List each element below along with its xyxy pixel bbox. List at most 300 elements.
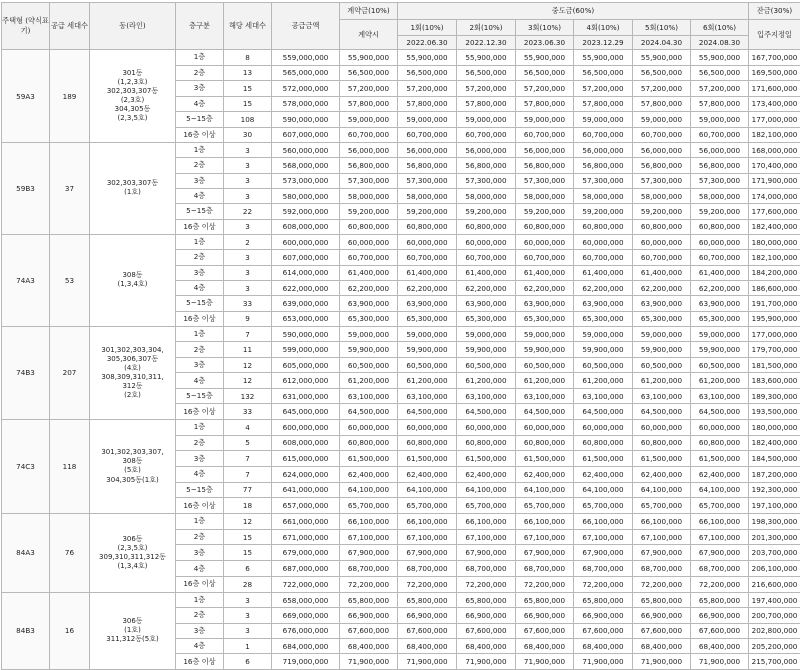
building-line-text: (1,3,4호) [90, 280, 175, 289]
cell-supply-price: 684,000,000 [272, 639, 340, 654]
cell-balance: 177,000,000 [749, 112, 800, 128]
cell-floor: 2층 [176, 435, 224, 451]
cell-installment: 63,900,000 [633, 296, 691, 311]
cell-supply-price: 568,000,000 [272, 158, 340, 173]
cell-installment: 59,900,000 [691, 342, 749, 358]
cell-installment: 65,300,000 [633, 311, 691, 326]
cell-installment: 55,900,000 [691, 50, 749, 66]
cell-installment: 66,100,000 [633, 513, 691, 529]
cell-unit-count: 4 [224, 419, 272, 435]
cell-installment: 55,900,000 [516, 50, 574, 66]
cell-installment: 56,500,000 [574, 65, 633, 81]
cell-installment: 59,200,000 [457, 204, 516, 219]
cell-installment: 65,800,000 [633, 592, 691, 607]
cell-building-lines [90, 234, 176, 326]
building-line-text: (1호) [90, 626, 175, 635]
cell-installment: 67,900,000 [691, 545, 749, 561]
cell-installment: 68,400,000 [457, 639, 516, 654]
cell-deposit: 57,300,000 [340, 173, 398, 188]
cell-type: 84B3 [2, 592, 50, 669]
cell-installment: 62,400,000 [574, 466, 633, 482]
cell-balance: 180,000,000 [749, 419, 800, 435]
cell-deposit: 60,800,000 [340, 435, 398, 451]
cell-supply-price: 671,000,000 [272, 529, 340, 545]
cell-installment: 59,000,000 [516, 112, 574, 128]
table-row [2, 592, 800, 607]
cell-supply-price: 687,000,000 [272, 561, 340, 577]
cell-installment: 62,200,000 [574, 280, 633, 295]
cell-installment: 65,300,000 [516, 311, 574, 326]
cell-floor: 5~15층 [176, 204, 224, 219]
cell-balance: 183,600,000 [749, 373, 800, 389]
cell-balance: 205,200,000 [749, 639, 800, 654]
cell-deposit: 64,500,000 [340, 404, 398, 420]
building-line-text: (1호) [90, 188, 175, 197]
cell-deposit: 59,000,000 [340, 112, 398, 128]
cell-installment: 57,800,000 [633, 96, 691, 112]
cell-installment: 60,000,000 [516, 234, 574, 249]
cell-installment: 61,200,000 [691, 373, 749, 389]
cell-balance: 203,700,000 [749, 545, 800, 561]
cell-installment: 57,800,000 [516, 96, 574, 112]
cell-supply-price: 641,000,000 [272, 482, 340, 498]
cell-deposit: 60,000,000 [340, 234, 398, 249]
cell-floor: 5~15층 [176, 482, 224, 498]
cell-supply-price: 573,000,000 [272, 173, 340, 188]
cell-floor: 2층 [176, 342, 224, 358]
cell-floor: 4층 [176, 373, 224, 389]
cell-installment: 56,800,000 [457, 158, 516, 173]
cell-deposit: 56,500,000 [340, 65, 398, 81]
cell-building-lines [90, 419, 176, 513]
cell-installment: 65,700,000 [574, 498, 633, 514]
cell-installment: 66,100,000 [516, 513, 574, 529]
header-installment-date: 2022.06.30 [398, 36, 457, 50]
cell-installment: 63,900,000 [691, 296, 749, 311]
cell-installment: 64,500,000 [574, 404, 633, 420]
cell-installment: 65,800,000 [574, 592, 633, 607]
cell-installment: 71,900,000 [457, 654, 516, 669]
cell-supply-units: 76 [50, 513, 90, 592]
cell-installment: 72,200,000 [691, 577, 749, 593]
cell-supply-units: 37 [50, 143, 90, 235]
cell-installment: 65,300,000 [457, 311, 516, 326]
cell-floor: 3층 [176, 265, 224, 280]
cell-unit-count: 8 [224, 50, 272, 66]
cell-installment: 63,100,000 [516, 388, 574, 404]
header-balance: 잔금(30%) [749, 3, 800, 20]
cell-unit-count: 3 [224, 250, 272, 265]
cell-installment: 67,100,000 [633, 529, 691, 545]
cell-installment: 57,300,000 [574, 173, 633, 188]
cell-installment: 64,500,000 [516, 404, 574, 420]
cell-installment: 59,900,000 [457, 342, 516, 358]
cell-floor: 3층 [176, 81, 224, 97]
building-line-text: (2,3호) [90, 96, 175, 105]
cell-floor: 2층 [176, 250, 224, 265]
cell-installment: 67,600,000 [691, 623, 749, 638]
cell-deposit: 55,900,000 [340, 50, 398, 66]
cell-floor: 16층 이상 [176, 404, 224, 420]
cell-installment: 66,900,000 [516, 608, 574, 623]
cell-installment: 67,900,000 [516, 545, 574, 561]
cell-floor: 16층 이상 [176, 498, 224, 514]
cell-unit-count: 7 [224, 466, 272, 482]
cell-deposit: 66,900,000 [340, 608, 398, 623]
cell-installment: 56,500,000 [516, 65, 574, 81]
cell-installment: 57,200,000 [691, 81, 749, 97]
header-unit-count: 해당 세대수 [224, 3, 272, 50]
cell-installment: 72,200,000 [398, 577, 457, 593]
cell-installment: 71,900,000 [691, 654, 749, 669]
cell-supply-price: 565,000,000 [272, 65, 340, 81]
cell-balance: 200,700,000 [749, 608, 800, 623]
cell-deposit: 62,400,000 [340, 466, 398, 482]
cell-deposit: 59,900,000 [340, 342, 398, 358]
cell-installment: 60,000,000 [633, 234, 691, 249]
cell-installment: 60,800,000 [574, 435, 633, 451]
cell-installment: 60,800,000 [457, 219, 516, 234]
cell-installment: 65,300,000 [398, 311, 457, 326]
cell-supply-price: 600,000,000 [272, 234, 340, 249]
cell-type: 59A3 [2, 50, 50, 143]
cell-installment: 60,500,000 [398, 357, 457, 373]
cell-balance: 192,300,000 [749, 482, 800, 498]
cell-installment: 60,000,000 [574, 419, 633, 435]
building-line-text: 306동 [90, 617, 175, 626]
cell-installment: 59,000,000 [457, 112, 516, 128]
cell-installment: 60,000,000 [457, 234, 516, 249]
cell-deposit: 56,800,000 [340, 158, 398, 173]
cell-installment: 64,500,000 [633, 404, 691, 420]
cell-installment: 56,500,000 [457, 65, 516, 81]
cell-installment: 57,300,000 [633, 173, 691, 188]
cell-balance: 197,100,000 [749, 498, 800, 514]
cell-installment: 67,600,000 [457, 623, 516, 638]
building-line-text: 309,310,311,312동 [90, 553, 175, 562]
cell-building-lines [90, 143, 176, 235]
cell-supply-price: 578,000,000 [272, 96, 340, 112]
cell-installment: 72,200,000 [633, 577, 691, 593]
cell-installment: 71,900,000 [398, 654, 457, 669]
header-balance-timing: 입주지정일 [749, 20, 800, 50]
cell-balance: 177,600,000 [749, 204, 800, 219]
cell-installment: 56,000,000 [398, 143, 457, 158]
cell-deposit: 58,000,000 [340, 188, 398, 203]
cell-installment: 64,100,000 [574, 482, 633, 498]
cell-installment: 65,800,000 [691, 592, 749, 607]
building-line-text: (2,3,5호) [90, 544, 175, 553]
cell-deposit: 66,100,000 [340, 513, 398, 529]
cell-installment: 56,000,000 [691, 143, 749, 158]
cell-installment: 59,000,000 [398, 326, 457, 342]
cell-unit-count: 9 [224, 311, 272, 326]
cell-type: 74A3 [2, 234, 50, 326]
cell-installment: 66,100,000 [398, 513, 457, 529]
cell-installment: 56,000,000 [516, 143, 574, 158]
cell-unit-count: 77 [224, 482, 272, 498]
cell-installment: 56,000,000 [457, 143, 516, 158]
cell-installment: 57,200,000 [633, 81, 691, 97]
cell-balance: 184,500,000 [749, 451, 800, 467]
cell-deposit: 68,700,000 [340, 561, 398, 577]
cell-supply-price: 631,000,000 [272, 388, 340, 404]
cell-installment: 61,200,000 [516, 373, 574, 389]
cell-installment: 64,100,000 [398, 482, 457, 498]
cell-installment: 57,300,000 [398, 173, 457, 188]
cell-supply-price: 612,000,000 [272, 373, 340, 389]
table-row [2, 419, 800, 435]
cell-balance: 171,600,000 [749, 81, 800, 97]
cell-installment: 60,500,000 [574, 357, 633, 373]
cell-installment: 57,200,000 [398, 81, 457, 97]
header-deposit: 계약금(10%) [340, 3, 398, 20]
cell-balance: 206,100,000 [749, 561, 800, 577]
cell-balance: 182,400,000 [749, 435, 800, 451]
header-installment-date: 2022.12.30 [457, 36, 516, 50]
cell-deposit: 56,000,000 [340, 143, 398, 158]
cell-unit-count: 15 [224, 81, 272, 97]
cell-unit-count: 33 [224, 404, 272, 420]
cell-balance: 191,700,000 [749, 296, 800, 311]
cell-installment: 63,100,000 [691, 388, 749, 404]
cell-supply-price: 624,000,000 [272, 466, 340, 482]
cell-balance: 182,400,000 [749, 219, 800, 234]
cell-installment: 65,700,000 [516, 498, 574, 514]
cell-unit-count: 2 [224, 234, 272, 249]
cell-installment: 65,700,000 [633, 498, 691, 514]
cell-floor: 3층 [176, 357, 224, 373]
cell-installment: 68,700,000 [516, 561, 574, 577]
cell-installment: 60,800,000 [691, 219, 749, 234]
cell-installment: 64,500,000 [691, 404, 749, 420]
table-row [2, 326, 800, 342]
cell-installment: 60,700,000 [516, 127, 574, 143]
cell-installment: 60,000,000 [398, 234, 457, 249]
cell-installment: 61,400,000 [633, 265, 691, 280]
cell-installment: 62,400,000 [457, 466, 516, 482]
cell-installment: 61,400,000 [398, 265, 457, 280]
cell-balance: 187,200,000 [749, 466, 800, 482]
cell-balance: 169,500,000 [749, 65, 800, 81]
cell-supply-price: 661,000,000 [272, 513, 340, 529]
cell-installment: 60,700,000 [457, 250, 516, 265]
table-body [2, 50, 800, 670]
cell-balance: 186,600,000 [749, 280, 800, 295]
cell-supply-units: 53 [50, 234, 90, 326]
cell-installment: 56,800,000 [691, 158, 749, 173]
cell-installment: 61,400,000 [516, 265, 574, 280]
header-installment-label: 5회(10%) [633, 20, 691, 36]
cell-balance: 170,400,000 [749, 158, 800, 173]
cell-unit-count: 3 [224, 623, 272, 638]
cell-installment: 64,100,000 [633, 482, 691, 498]
cell-installment: 56,500,000 [691, 65, 749, 81]
cell-supply-price: 600,000,000 [272, 419, 340, 435]
cell-supply-price: 605,000,000 [272, 357, 340, 373]
cell-unit-count: 132 [224, 388, 272, 404]
cell-installment: 67,100,000 [574, 529, 633, 545]
cell-installment: 62,200,000 [516, 280, 574, 295]
cell-building-lines [90, 326, 176, 419]
header-middle-payment: 중도금(60%) [398, 3, 749, 20]
cell-building-lines [90, 50, 176, 143]
cell-installment: 56,800,000 [516, 158, 574, 173]
cell-installment: 71,900,000 [574, 654, 633, 669]
cell-floor: 5~15층 [176, 296, 224, 311]
cell-installment: 60,000,000 [691, 234, 749, 249]
cell-floor: 1층 [176, 419, 224, 435]
building-line-text: 301,302,303,307, [90, 448, 175, 457]
cell-supply-units: 189 [50, 50, 90, 143]
cell-installment: 59,000,000 [691, 326, 749, 342]
cell-deposit: 64,100,000 [340, 482, 398, 498]
cell-installment: 62,200,000 [457, 280, 516, 295]
cell-supply-price: 607,000,000 [272, 250, 340, 265]
cell-installment: 65,700,000 [457, 498, 516, 514]
cell-installment: 60,000,000 [574, 234, 633, 249]
cell-installment: 59,200,000 [574, 204, 633, 219]
cell-installment: 63,900,000 [516, 296, 574, 311]
cell-installment: 60,500,000 [516, 357, 574, 373]
cell-floor: 2층 [176, 608, 224, 623]
cell-installment: 59,900,000 [633, 342, 691, 358]
cell-installment: 61,500,000 [691, 451, 749, 467]
cell-installment: 57,300,000 [516, 173, 574, 188]
building-line-text: 301,302,303,304, [90, 346, 175, 355]
cell-installment: 57,300,000 [691, 173, 749, 188]
cell-deposit: 63,900,000 [340, 296, 398, 311]
cell-installment: 72,200,000 [457, 577, 516, 593]
cell-installment: 62,200,000 [633, 280, 691, 295]
cell-unit-count: 3 [224, 265, 272, 280]
cell-deposit: 67,900,000 [340, 545, 398, 561]
cell-installment: 66,100,000 [457, 513, 516, 529]
cell-supply-price: 653,000,000 [272, 311, 340, 326]
cell-type: 74B3 [2, 326, 50, 419]
cell-installment: 60,000,000 [633, 419, 691, 435]
cell-installment: 63,900,000 [574, 296, 633, 311]
cell-installment: 67,100,000 [691, 529, 749, 545]
building-line-text: 304,305동(1호) [90, 476, 175, 485]
cell-installment: 66,900,000 [398, 608, 457, 623]
cell-supply-price: 615,000,000 [272, 451, 340, 467]
cell-installment: 60,700,000 [633, 250, 691, 265]
table-row [2, 513, 800, 529]
cell-supply-price: 679,000,000 [272, 545, 340, 561]
cell-installment: 63,100,000 [398, 388, 457, 404]
cell-balance: 179,700,000 [749, 342, 800, 358]
cell-floor: 5~15층 [176, 388, 224, 404]
cell-floor: 4층 [176, 561, 224, 577]
cell-unit-count: 22 [224, 204, 272, 219]
price-schedule-table [1, 2, 800, 670]
cell-balance: 215,700,000 [749, 654, 800, 669]
cell-installment: 59,900,000 [398, 342, 457, 358]
cell-installment: 62,400,000 [516, 466, 574, 482]
cell-installment: 61,500,000 [398, 451, 457, 467]
header-installment-date: 2023.12.29 [574, 36, 633, 50]
cell-installment: 68,700,000 [633, 561, 691, 577]
cell-installment: 59,000,000 [574, 326, 633, 342]
cell-balance: 168,000,000 [749, 143, 800, 158]
cell-installment: 60,800,000 [398, 435, 457, 451]
table-row [2, 143, 800, 158]
cell-floor: 1층 [176, 326, 224, 342]
cell-unit-count: 7 [224, 326, 272, 342]
building-line-text: 302,303,307동 [90, 87, 175, 96]
cell-floor: 3층 [176, 623, 224, 638]
header-floor-group: 층구분 [176, 3, 224, 50]
header-installment-date: 2023.06.30 [516, 36, 574, 50]
cell-installment: 59,000,000 [398, 112, 457, 128]
cell-supply-price: 592,000,000 [272, 204, 340, 219]
building-line-text: 306동 [90, 535, 175, 544]
cell-supply-price: 719,000,000 [272, 654, 340, 669]
cell-installment: 59,000,000 [633, 326, 691, 342]
cell-installment: 57,800,000 [457, 96, 516, 112]
cell-deposit: 60,700,000 [340, 250, 398, 265]
cell-installment: 61,500,000 [457, 451, 516, 467]
building-line-text: 312동 [90, 382, 175, 391]
cell-floor: 2층 [176, 158, 224, 173]
cell-installment: 58,000,000 [516, 188, 574, 203]
cell-installment: 61,200,000 [574, 373, 633, 389]
cell-installment: 59,200,000 [633, 204, 691, 219]
cell-type: 84A3 [2, 513, 50, 592]
cell-balance: 167,700,000 [749, 50, 800, 66]
cell-installment: 55,900,000 [633, 50, 691, 66]
cell-installment: 60,000,000 [398, 419, 457, 435]
cell-installment: 58,000,000 [691, 188, 749, 203]
cell-installment: 60,700,000 [574, 250, 633, 265]
cell-installment: 68,700,000 [574, 561, 633, 577]
cell-installment: 55,900,000 [574, 50, 633, 66]
cell-unit-count: 13 [224, 65, 272, 81]
cell-deposit: 68,400,000 [340, 639, 398, 654]
cell-installment: 59,000,000 [691, 112, 749, 128]
building-line-text: 308동 [90, 457, 175, 466]
building-line-text: (5호) [90, 466, 175, 475]
cell-supply-price: 590,000,000 [272, 326, 340, 342]
cell-installment: 62,400,000 [398, 466, 457, 482]
cell-installment: 65,700,000 [398, 498, 457, 514]
cell-supply-units: 16 [50, 592, 90, 669]
cell-installment: 58,000,000 [574, 188, 633, 203]
header-installment-label: 3회(10%) [516, 20, 574, 36]
cell-installment: 62,400,000 [691, 466, 749, 482]
cell-installment: 68,400,000 [691, 639, 749, 654]
cell-installment: 59,200,000 [691, 204, 749, 219]
cell-deposit: 61,200,000 [340, 373, 398, 389]
cell-installment: 58,000,000 [398, 188, 457, 203]
cell-installment: 67,600,000 [398, 623, 457, 638]
cell-installment: 61,500,000 [516, 451, 574, 467]
cell-installment: 58,000,000 [633, 188, 691, 203]
cell-installment: 60,700,000 [398, 127, 457, 143]
cell-installment: 65,700,000 [691, 498, 749, 514]
cell-installment: 56,800,000 [574, 158, 633, 173]
cell-installment: 61,200,000 [457, 373, 516, 389]
cell-installment: 72,200,000 [574, 577, 633, 593]
cell-installment: 57,800,000 [574, 96, 633, 112]
cell-installment: 60,700,000 [398, 250, 457, 265]
cell-unit-count: 6 [224, 561, 272, 577]
header-supply-units: 공급 세대수 [50, 3, 90, 50]
cell-installment: 60,700,000 [516, 250, 574, 265]
cell-unit-count: 18 [224, 498, 272, 514]
cell-installment: 63,900,000 [457, 296, 516, 311]
